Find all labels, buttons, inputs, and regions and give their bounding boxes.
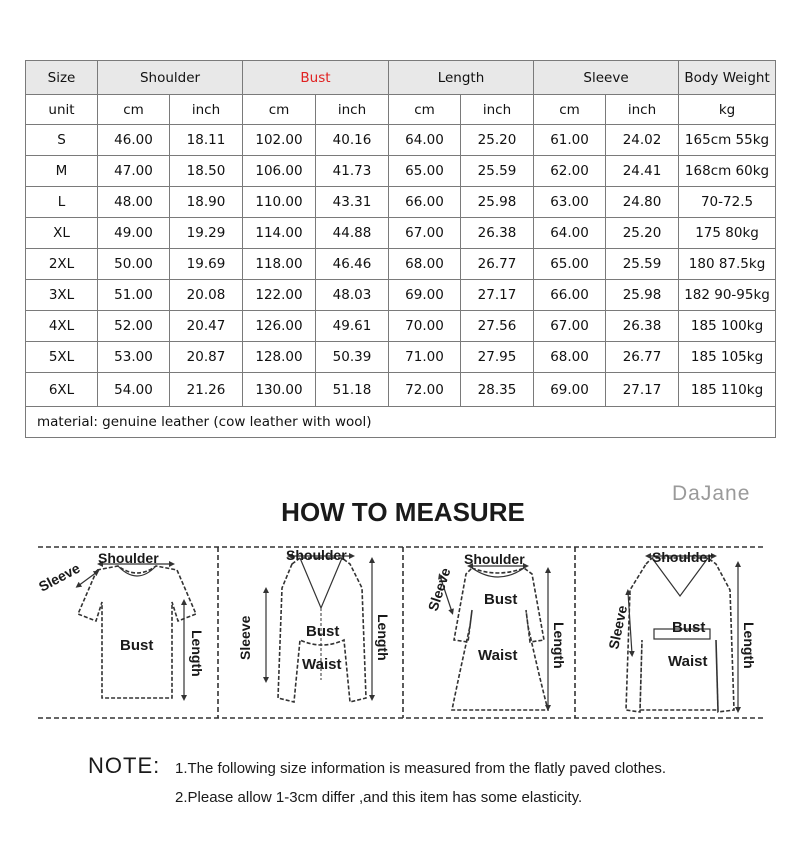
table-cell: 48.03 xyxy=(316,280,389,311)
shoulder-label: Shoulder xyxy=(464,551,525,567)
length-label: Length xyxy=(189,630,205,677)
bust-header: Bust xyxy=(243,61,389,95)
sleeve-label: Sleeve xyxy=(35,559,83,595)
table-units-row xyxy=(26,95,776,125)
shoulder-label: Shoulder xyxy=(286,547,347,563)
waist-label: Waist xyxy=(478,647,518,664)
table-cell: 175 80kg xyxy=(679,218,776,249)
table-cell: 19.29 xyxy=(170,218,243,249)
table-cell: 65.00 xyxy=(534,249,606,280)
length-header: Length xyxy=(389,61,534,95)
table-cell: 52.00 xyxy=(98,311,170,342)
table-cell: 180 87.5kg xyxy=(679,249,776,280)
table-row xyxy=(26,125,776,156)
table-cell: 130.00 xyxy=(243,373,316,407)
table-cell: 44.88 xyxy=(316,218,389,249)
table-cell: 71.00 xyxy=(389,342,461,373)
body-weight-header: Body Weight xyxy=(679,61,776,95)
sleeve-label: Sleeve xyxy=(605,603,631,651)
table-cell: 21.26 xyxy=(170,373,243,407)
brand-watermark: DaJane xyxy=(672,482,751,505)
table-cell: 168cm 60kg xyxy=(679,156,776,187)
size-cell: 4XL xyxy=(26,311,98,342)
table-cell: 185 110kg xyxy=(679,373,776,407)
table-cell: 25.98 xyxy=(606,280,679,311)
table-cell: 46.00 xyxy=(98,125,170,156)
size-cell: 6XL xyxy=(26,373,98,407)
table-cell: 54.00 xyxy=(98,373,170,407)
table-cell: 18.11 xyxy=(170,125,243,156)
size-cell: L xyxy=(26,187,98,218)
table-row xyxy=(26,342,776,373)
table-cell: 185 105kg xyxy=(679,342,776,373)
size-cell: S xyxy=(26,125,98,156)
table-cell: 46.46 xyxy=(316,249,389,280)
shoulder-header: Shoulder xyxy=(98,61,243,95)
table-row xyxy=(26,249,776,280)
table-cell: 26.77 xyxy=(461,249,534,280)
table-cell: 67.00 xyxy=(389,218,461,249)
length-label: Length xyxy=(375,614,391,661)
table-cell: 24.41 xyxy=(606,156,679,187)
table-row xyxy=(26,187,776,218)
table-cell: 51.18 xyxy=(316,373,389,407)
table-cell: 62.00 xyxy=(534,156,606,187)
table-row xyxy=(26,311,776,342)
bust-label: Bust xyxy=(484,591,518,608)
table-cell: 66.00 xyxy=(389,187,461,218)
table-cell: 61.00 xyxy=(534,125,606,156)
table-cell: 26.77 xyxy=(606,342,679,373)
table-cell: 50.39 xyxy=(316,342,389,373)
table-cell: 49.61 xyxy=(316,311,389,342)
table-cell: 65.00 xyxy=(389,156,461,187)
table-cell: 67.00 xyxy=(534,311,606,342)
coat-diagram xyxy=(605,549,757,712)
table-cell: 47.00 xyxy=(98,156,170,187)
table-cell: 20.47 xyxy=(170,311,243,342)
table-cell: 49.00 xyxy=(98,218,170,249)
table-cell: 51.00 xyxy=(98,280,170,311)
table-cell: 20.08 xyxy=(170,280,243,311)
unit-cell: unit xyxy=(26,95,98,125)
size-cell: 3XL xyxy=(26,280,98,311)
table-cell: 68.00 xyxy=(389,249,461,280)
tshirt-outline-icon xyxy=(78,566,196,698)
table-cell: 27.95 xyxy=(461,342,534,373)
table-cell: 118.00 xyxy=(243,249,316,280)
table-cell: 18.50 xyxy=(170,156,243,187)
unit-cell: inch xyxy=(316,95,389,125)
table-cell: 19.69 xyxy=(170,249,243,280)
table-cell: 41.73 xyxy=(316,156,389,187)
bust-label: Bust xyxy=(120,637,154,654)
table-cell: 114.00 xyxy=(243,218,316,249)
table-row xyxy=(26,373,776,407)
table-cell: 182 90-95kg xyxy=(679,280,776,311)
material-note: material: genuine leather (cow leather with wool) xyxy=(26,407,776,438)
table-cell: 25.59 xyxy=(461,156,534,187)
waist-label: Waist xyxy=(668,653,708,670)
table-cell: 25.20 xyxy=(606,218,679,249)
table-cell: 50.00 xyxy=(98,249,170,280)
table-cell: 25.59 xyxy=(606,249,679,280)
size-chart-table xyxy=(25,60,776,438)
table-cell: 28.35 xyxy=(461,373,534,407)
material-note-row xyxy=(26,407,776,438)
table-cell: 66.00 xyxy=(534,280,606,311)
table-cell: 18.90 xyxy=(170,187,243,218)
table-cell: 165cm 55kg xyxy=(679,125,776,156)
table-cell: 126.00 xyxy=(243,311,316,342)
length-label: Length xyxy=(741,622,757,669)
how-to-measure-title: HOW TO MEASURE xyxy=(281,497,525,527)
shoulder-label: Shoulder xyxy=(98,550,159,566)
size-cell: 2XL xyxy=(26,249,98,280)
table-cell: 48.00 xyxy=(98,187,170,218)
unit-cell: cm xyxy=(534,95,606,125)
table-cell: 26.38 xyxy=(606,311,679,342)
table-cell: 25.20 xyxy=(461,125,534,156)
unit-cell: cm xyxy=(389,95,461,125)
table-row xyxy=(26,156,776,187)
sleeve-header: Sleeve xyxy=(534,61,679,95)
table-cell: 70-72.5 xyxy=(679,187,776,218)
table-cell: 27.17 xyxy=(461,280,534,311)
sleeve-label: Sleeve xyxy=(424,565,454,613)
dress-outline-icon xyxy=(452,568,548,710)
table-header-row xyxy=(26,61,776,95)
table-cell: 20.87 xyxy=(170,342,243,373)
table-row xyxy=(26,218,776,249)
table-cell: 53.00 xyxy=(98,342,170,373)
unit-cell: cm xyxy=(98,95,170,125)
table-cell: 110.00 xyxy=(243,187,316,218)
tshirt-diagram xyxy=(36,550,205,698)
table-cell: 64.00 xyxy=(534,218,606,249)
table-cell: 40.16 xyxy=(316,125,389,156)
table-cell: 26.38 xyxy=(461,218,534,249)
table-cell: 185 100kg xyxy=(679,311,776,342)
table-cell: 128.00 xyxy=(243,342,316,373)
shoulder-label: Shoulder xyxy=(652,549,713,565)
table-cell: 27.17 xyxy=(606,373,679,407)
table-cell: 69.00 xyxy=(534,373,606,407)
table-cell: 70.00 xyxy=(389,311,461,342)
note-label: NOTE: xyxy=(88,753,161,778)
table-cell: 68.00 xyxy=(534,342,606,373)
size-cell: 5XL xyxy=(26,342,98,373)
table-cell: 27.56 xyxy=(461,311,534,342)
table-cell: 102.00 xyxy=(243,125,316,156)
table-cell: 63.00 xyxy=(534,187,606,218)
bust-label: Bust xyxy=(306,623,340,640)
waist-label: Waist xyxy=(302,656,342,673)
table-cell: 25.98 xyxy=(461,187,534,218)
table-cell: 43.31 xyxy=(316,187,389,218)
size-cell: XL xyxy=(26,218,98,249)
table-cell: 24.80 xyxy=(606,187,679,218)
note-line-2: 2.Please allow 1-3cm differ ,and this item has some elasticity. xyxy=(175,789,583,806)
unit-cell: inch xyxy=(606,95,679,125)
length-label: Length xyxy=(551,622,567,669)
note-line-1: 1.The following size information is measured from the flatly paved clothes. xyxy=(175,760,667,777)
table-row xyxy=(26,280,776,311)
table-cell: 64.00 xyxy=(389,125,461,156)
table-cell: 106.00 xyxy=(243,156,316,187)
table-cell: 122.00 xyxy=(243,280,316,311)
sleeve-label: Sleeve xyxy=(237,615,253,660)
unit-cell: cm xyxy=(243,95,316,125)
size-header: Size xyxy=(26,61,98,95)
dress-diagram xyxy=(425,551,567,710)
table-cell: 69.00 xyxy=(389,280,461,311)
bust-label: Bust xyxy=(672,619,706,636)
unit-cell: inch xyxy=(170,95,243,125)
how-to-measure-diagrams xyxy=(0,530,800,730)
unit-cell: inch xyxy=(461,95,534,125)
unit-cell: kg xyxy=(679,95,776,125)
table-cell: 24.02 xyxy=(606,125,679,156)
size-cell: M xyxy=(26,156,98,187)
jacket-diagram xyxy=(237,547,391,702)
table-cell: 72.00 xyxy=(389,373,461,407)
